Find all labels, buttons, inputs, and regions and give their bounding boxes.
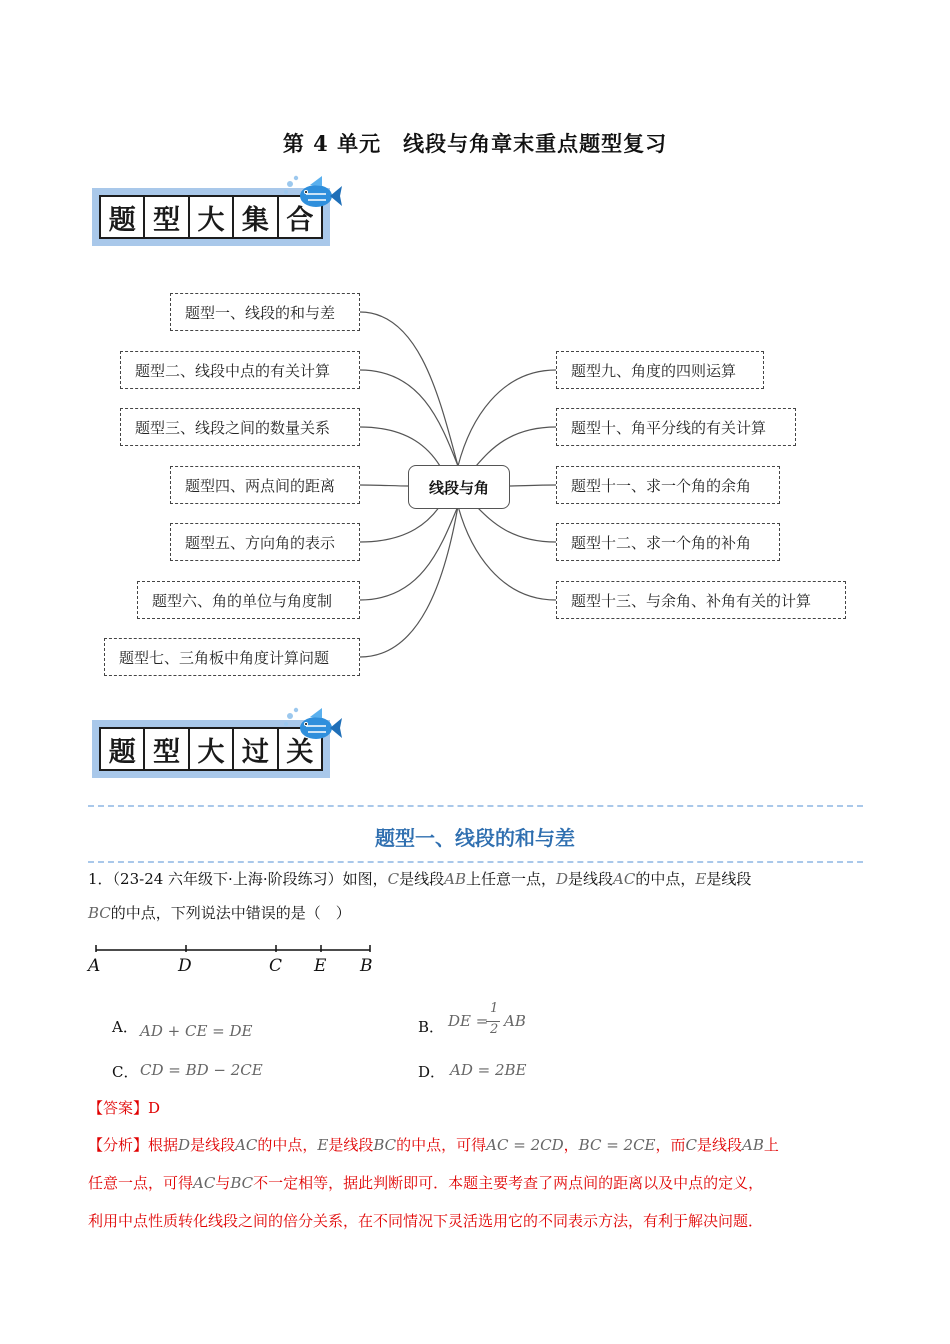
option-label: C． <box>112 1063 139 1081</box>
section-title: 题型一、线段的和与差 <box>375 826 575 850</box>
section-divider-top <box>88 805 863 807</box>
question-text: 的中点，下列说法中错误的是（ ） <box>110 904 351 922</box>
option-c-expression: CD = BD − 2CE <box>140 1061 263 1079</box>
question-stem <box>88 862 868 930</box>
math-var: C <box>387 870 400 888</box>
banner-char: 合 <box>286 204 314 236</box>
mindmap-node-left: 题型一、线段的和与差 <box>170 293 360 331</box>
mindmap-node-left: 题型四、两点间的距离 <box>170 466 360 504</box>
document-title: 第 4 单元 线段与角章末重点题型复习 <box>282 131 668 156</box>
question-source: （23-24 六年级下·上海·阶段练习）如图， <box>112 870 388 888</box>
mindmap-node-right: 题型九、角度的四则运算 <box>556 351 764 389</box>
fraction-numerator: 1 <box>490 1001 499 1016</box>
mindmap-node-right: 题型十、角平分线的有关计算 <box>556 408 796 446</box>
question-text: 上任意一点， <box>465 870 556 888</box>
analysis-text: 的中点， <box>257 1136 318 1154</box>
banner-char: 型 <box>145 197 189 237</box>
fish-icon <box>282 172 342 216</box>
answer <box>88 1097 160 1118</box>
math-var: C <box>685 1136 698 1154</box>
option-b[interactable] <box>418 1016 444 1037</box>
option-a[interactable] <box>112 1016 138 1037</box>
analysis-text: ， <box>563 1136 579 1154</box>
banner-char: 大 <box>190 729 234 769</box>
math-expr: BC = 2CE <box>578 1136 656 1154</box>
banner-char: 过 <box>234 729 278 769</box>
math-var: AC <box>235 1136 258 1154</box>
math-var: AB <box>444 870 466 888</box>
math-expr: AB <box>504 1012 526 1030</box>
math-var: AC <box>613 870 636 888</box>
question-text: 是线段 <box>399 870 445 888</box>
banner-collection <box>92 178 342 248</box>
math-expr: DE = <box>448 1012 489 1030</box>
banner-char: 关 <box>286 736 314 768</box>
point-label: B <box>360 956 373 976</box>
option-d-expression: AD = 2BE <box>450 1061 527 1079</box>
point-label: D <box>178 956 192 976</box>
analysis-text: 与 <box>215 1174 231 1192</box>
math-var: AC <box>193 1174 216 1192</box>
math-var: D <box>555 870 569 888</box>
option-label: A． <box>112 1018 138 1036</box>
mindmap-node-left: 题型三、线段之间的数量关系 <box>120 408 360 446</box>
banner-challenge <box>92 710 342 780</box>
math-var: BC <box>230 1174 254 1192</box>
option-label: B． <box>418 1018 445 1036</box>
math-var: BC <box>373 1136 397 1154</box>
analysis-text: ，而 <box>655 1136 686 1154</box>
banner-char: 型 <box>145 729 189 769</box>
analysis-text: 是线段 <box>190 1136 236 1154</box>
math-var: D <box>178 1136 191 1154</box>
analysis-text: 是线段 <box>328 1136 374 1154</box>
analysis <box>88 1126 888 1240</box>
math-var: E <box>317 1136 329 1154</box>
segment-line <box>88 942 388 982</box>
math-var: AB <box>742 1136 764 1154</box>
question-text: 是线段 <box>706 870 752 888</box>
math-expr: AC = 2CD <box>486 1136 564 1154</box>
option-a-expression: AD + CE = DE <box>140 1022 253 1040</box>
banner-char: 集 <box>234 197 278 237</box>
analysis-text: 利用中点性质转化线段之间的倍分关系，在不同情况下灵活选用它的不同表示方法，有利于解决问题． <box>88 1212 764 1230</box>
answer-value: D <box>148 1099 161 1117</box>
mindmap <box>0 280 950 690</box>
mindmap-node-left: 题型五、方向角的表示 <box>170 523 360 561</box>
question-text: 的中点， <box>635 870 696 888</box>
option-c[interactable] <box>112 1061 138 1082</box>
point-label: E <box>314 956 327 976</box>
analysis-label: 【分析】 <box>88 1136 149 1154</box>
answer-label: 【答案】 <box>88 1099 149 1117</box>
analysis-text: 的中点，可得 <box>396 1136 487 1154</box>
mindmap-center-node: 线段与角 <box>408 465 510 509</box>
analysis-text: 任意一点，可得 <box>88 1174 194 1192</box>
analysis-text: 不一定相等，据此判断即可．本题主要考查了两点间的距离以及中点的定义， <box>253 1174 764 1192</box>
mindmap-node-right: 题型十二、求一个角的补角 <box>556 523 780 561</box>
mindmap-node-left: 题型二、线段中点的有关计算 <box>120 351 360 389</box>
banner-char: 大 <box>190 197 234 237</box>
option-d[interactable] <box>418 1061 445 1082</box>
mindmap-node-right: 题型十三、与余角、补角有关的计算 <box>556 581 846 619</box>
mindmap-node-left: 题型七、三角板中角度计算问题 <box>104 638 360 676</box>
segment-figure <box>88 942 388 982</box>
question-number: 1． <box>88 870 113 888</box>
fraction-denominator: 2 <box>490 1022 499 1037</box>
math-var: BC <box>88 904 111 922</box>
banner-char: 题 <box>101 197 145 237</box>
fish-icon <box>282 704 342 748</box>
banner-char: 题 <box>101 729 145 769</box>
point-label: A <box>88 956 101 976</box>
math-var: E <box>695 870 707 888</box>
mindmap-node-right: 题型十一、求一个角的余角 <box>556 466 780 504</box>
option-label: D． <box>418 1063 446 1081</box>
analysis-text: 是线段 <box>697 1136 743 1154</box>
mindmap-node-left: 题型六、角的单位与角度制 <box>137 581 360 619</box>
analysis-text: 根据 <box>148 1136 179 1154</box>
question-text: 是线段 <box>568 870 614 888</box>
point-label: C <box>269 956 283 976</box>
analysis-text: 上 <box>763 1136 779 1154</box>
